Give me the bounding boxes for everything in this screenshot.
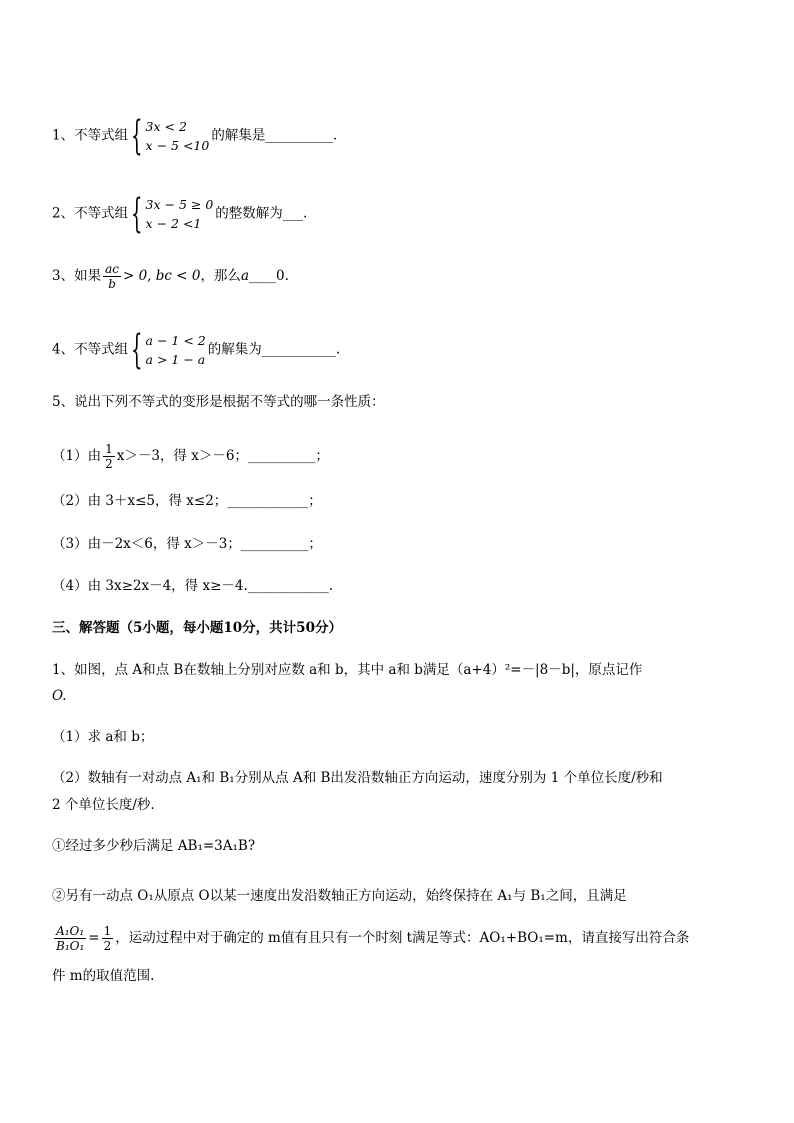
ratio-num: A₁O₁ [56, 924, 85, 938]
q4-label: 4、不等式组 [52, 341, 129, 358]
q3-tail: ____0. [249, 268, 289, 284]
half-den: 2 [103, 939, 112, 953]
q3-mid: ，那么 [200, 268, 241, 284]
question-4 [52, 327, 341, 373]
q1-system [130, 113, 210, 159]
brace-icon: { [131, 327, 143, 373]
ratio-fraction [54, 924, 86, 953]
section-3-heading: 三、解答题（5小题，每小题10分，共计50分） [52, 620, 342, 636]
s1-sub-2-line-1: ②另有一动点 O₁从原点 O以某一速度出发沿数轴正方向运动，始终保持在 A₁与 B₁之间，且满足 [52, 888, 627, 904]
q2-label: 2、不等式组 [52, 205, 129, 222]
q5-part-2: （2）由 3＋x≤5，得 x≤2；____________； [52, 493, 322, 509]
half-num: 1 [103, 924, 112, 938]
ratio-equals: = [88, 930, 100, 946]
q5-p1-frac-den: 2 [105, 457, 113, 471]
question-2 [52, 191, 308, 237]
q1-ineq-1: 3x < 2 [145, 119, 187, 134]
q5-p1-rest: x＞－3，得 x＞－6；__________； [116, 448, 329, 464]
s1-part-2-line-2: 2 个单位长度/秒. [52, 797, 155, 813]
q2-ineq-1: 3x − 5 ≥ 0 [145, 197, 214, 212]
s1-sub-2-line-3: 件 m的取值范围. [52, 968, 155, 984]
q1-ineq-2: x − 5 <10 [145, 138, 210, 153]
q1-tail: 的解集是__________. [211, 127, 338, 144]
s1-part-2-line-1: （2）数轴有一对动点 A₁和 B₁分别从点 A和 B出发沿数轴正方向运动，速度分别为 1 个单位长度/秒和 [52, 770, 663, 786]
q2-system [130, 191, 214, 237]
q2-ineq-2: x − 2 <1 [145, 216, 202, 231]
q3-condition: > 0, bc < 0 [122, 268, 201, 284]
s1-part-1: （1）求 a和 b； [52, 729, 154, 745]
q1-label: 1、不等式组 [52, 127, 129, 144]
q5-p1-lead: （1）由 [52, 448, 102, 464]
q4-ineq-2: a > 1 − a [145, 352, 206, 367]
s1-line-1: 1、如图，点 A和点 B在数轴上分别对应数 a和 b，其中 a和 b满足（a+4）²=－|8－b|，原点记作 [52, 662, 643, 678]
s1-sub-2-line-2 [52, 924, 689, 953]
half-fraction [102, 924, 114, 953]
q5-p1-fraction [103, 442, 115, 471]
q3-label: 3、如果 [52, 268, 102, 284]
q3-var: a [240, 268, 249, 284]
s1-line-2: O. [52, 688, 67, 704]
q5-part-3: （3）由－2x＜6，得 x＞－3；__________； [52, 536, 322, 552]
brace-icon: { [131, 191, 143, 237]
q3-frac-den: b [108, 277, 116, 291]
question-1 [52, 113, 338, 159]
q3-frac-num: ac [105, 262, 119, 276]
q4-system [130, 327, 206, 373]
q5-p1-frac-num: 1 [105, 442, 113, 456]
q5-part-4: （4）由 3x≥2x－4，得 x≥－4.____________. [52, 578, 334, 594]
s1-sub-2-text: ，运动过程中对于确定的 m值有且只有一个时刻 t满足等式：AO₁+BO₁=m，请直接写出符合条 [115, 930, 690, 946]
q4-ineq-1: a − 1 < 2 [145, 333, 206, 348]
q5-part-1 [52, 442, 329, 471]
q2-tail: 的整数解为___. [215, 205, 308, 222]
question-5: 5、说出下列不等式的变形是根据不等式的哪一条性质： [52, 394, 385, 410]
ratio-den: B₁O₁ [56, 939, 85, 953]
question-3 [52, 262, 289, 291]
s1-sub-1: ①经过多少秒后满足 AB₁=3A₁B? [52, 838, 256, 854]
brace-icon: { [131, 113, 143, 159]
q4-tail: 的解集为___________. [207, 341, 341, 358]
q3-fraction [103, 262, 121, 291]
